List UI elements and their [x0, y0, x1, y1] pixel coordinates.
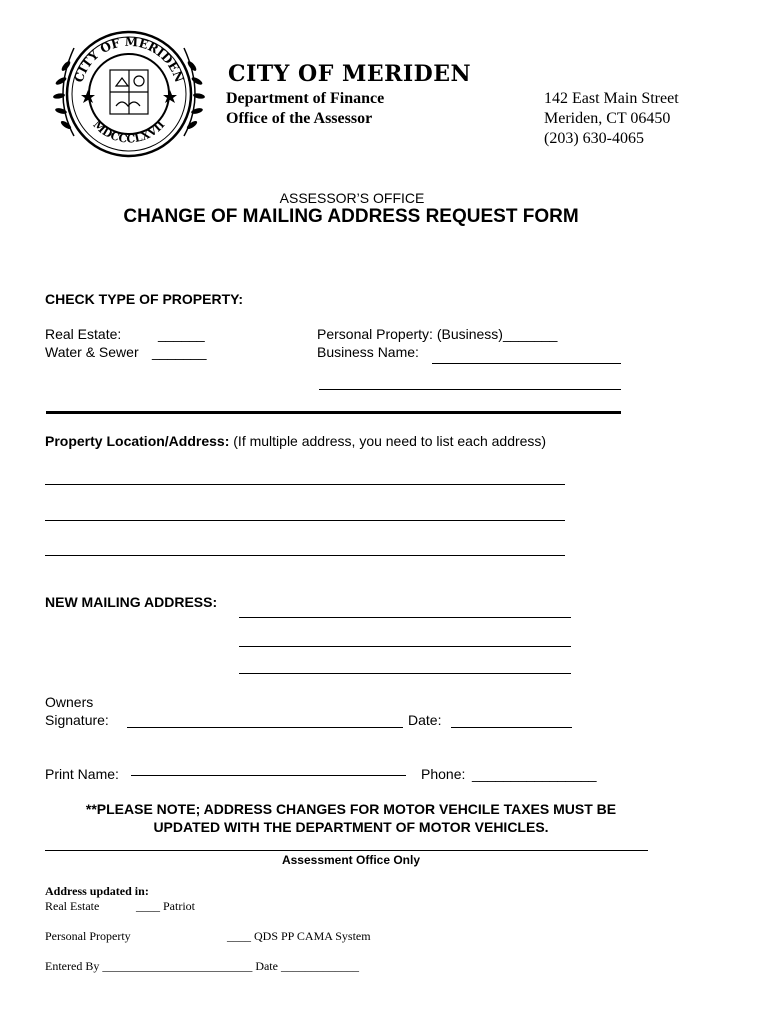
property-location-note: (If multiple address, you need to list each address) — [229, 433, 547, 449]
signature-label: Signature: — [45, 712, 109, 728]
print-name-label: Print Name: — [45, 766, 119, 782]
form-subtitle: ASSESSOR’S OFFICE — [279, 190, 425, 206]
property-location-field-3[interactable] — [45, 555, 565, 556]
signature-field[interactable] — [127, 727, 403, 728]
personal-property-label[interactable]: Personal Property: (Business)_______ — [317, 326, 558, 342]
assessment-office-only-heading: Assessment Office Only — [281, 853, 421, 867]
property-location-field-1[interactable] — [45, 484, 565, 485]
check-type-heading: CHECK TYPE OF PROPERTY: — [45, 291, 244, 307]
phone-field[interactable]: ________________ — [472, 766, 597, 782]
city-seal-logo — [44, 26, 214, 162]
real-estate-label: Real Estate: — [45, 326, 122, 342]
department-name: Department of Finance — [226, 90, 385, 107]
property-location-field-2[interactable] — [45, 520, 565, 521]
owners-label: Owners — [45, 694, 94, 710]
seal-text-top: CITY OF MERIDEN — [71, 34, 187, 85]
business-name-field-line-2[interactable] — [319, 389, 621, 390]
city-name-heading: CITY OF MERIDEN — [228, 61, 472, 87]
office-name: Office of the Assessor — [226, 110, 373, 127]
new-mailing-address-label: NEW MAILING ADDRESS: — [45, 594, 218, 610]
dmv-note-line-1: **PLEASE NOTE; ADDRESS CHANGES FOR MOTOR VEHCILE TAXES MUST BE — [85, 801, 617, 817]
svg-text:MDCCCLXVII — [90, 118, 167, 146]
address-updated-in-label: Address updated in: — [45, 884, 149, 898]
office-only-divider — [45, 850, 648, 851]
office-real-estate-label: Real Estate — [45, 899, 100, 913]
print-name-field[interactable] — [131, 775, 406, 776]
phone-label: Phone: — [421, 766, 466, 782]
section-divider — [46, 411, 621, 414]
water-sewer-label: Water & Sewer — [45, 344, 139, 360]
dmv-note-line-2: UPDATED WITH THE DEPARTMENT OF MOTOR VEHICLES. — [153, 819, 549, 835]
address-city-state: Meriden, CT 06450 — [544, 110, 671, 127]
real-estate-checkbox-blank[interactable]: ______ — [158, 326, 205, 342]
office-phone: (203) 630-4065 — [544, 130, 644, 147]
office-personal-property-label: Personal Property — [45, 929, 131, 943]
patriot-checkbox-blank[interactable]: ____ Patriot — [136, 899, 195, 913]
business-name-field[interactable] — [432, 363, 621, 364]
new-mailing-address-field-1[interactable] — [239, 617, 571, 618]
form-title: CHANGE OF MAILING ADDRESS REQUEST FORM — [123, 206, 579, 227]
property-location-label-bold: Property Location/Address: — [45, 433, 230, 449]
qds-checkbox-blank[interactable]: ____ QDS PP CAMA System — [227, 929, 371, 943]
water-sewer-checkbox-blank[interactable]: _______ — [152, 344, 207, 360]
entered-by-date-field[interactable]: Entered By _________________________ Date _____________ — [45, 959, 359, 973]
seal-text-bottom: MDCCCLXVII — [90, 117, 168, 146]
new-mailing-address-field-2[interactable] — [239, 646, 571, 647]
property-location-label — [45, 433, 546, 449]
date-label: Date: — [408, 712, 442, 728]
business-name-label: Business Name: — [317, 344, 419, 360]
address-street: 142 East Main Street — [544, 90, 679, 107]
new-mailing-address-field-3[interactable] — [239, 673, 571, 674]
date-field[interactable] — [451, 727, 572, 728]
